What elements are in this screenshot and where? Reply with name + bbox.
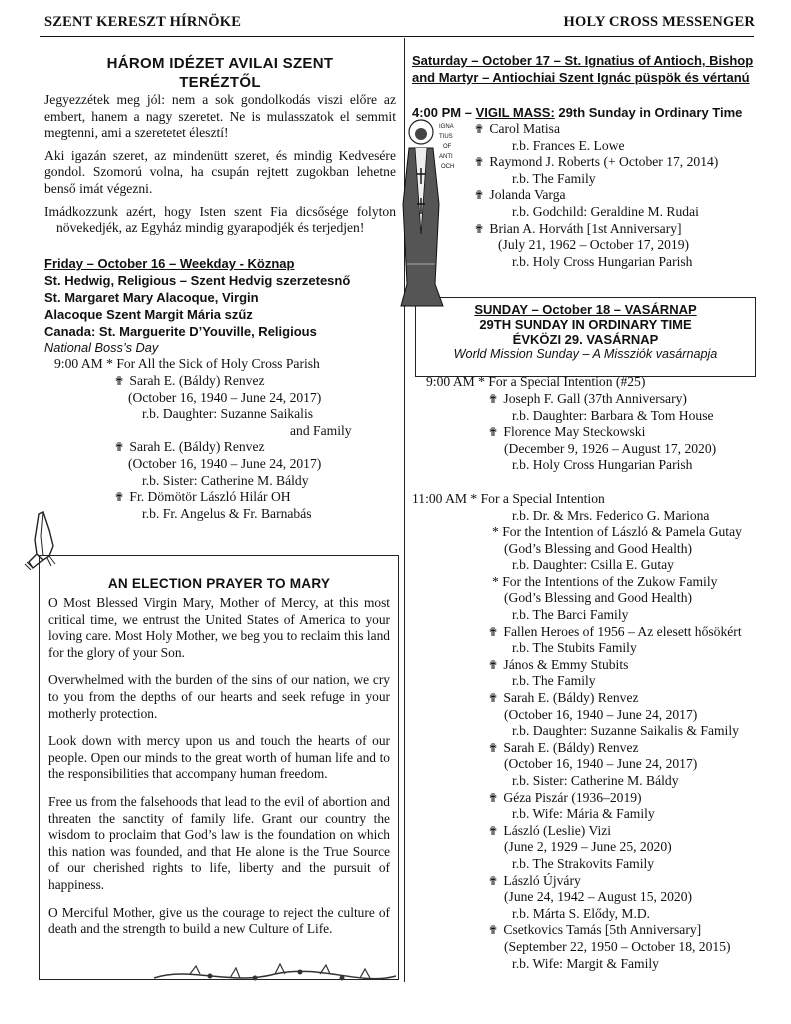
intention-dates: (December 9, 1926 – August 17, 2020) [504, 440, 717, 456]
intention-dates: (September 22, 1950 – October 18, 2015) [504, 938, 731, 954]
sunday-subtitle: 29TH SUNDAY IN ORDINARY TIME [479, 317, 692, 332]
saturday-heading: Saturday – October 17 – St. Ignatius of Antioch, Bishop [412, 53, 754, 68]
quote-paragraph: Aki igazán szeret, az mindenütt szeret, és mindig Kedvesére gondol. Szomorú volna, ha csupán rejtett zugokban lehetne benső imát végezni. [44, 147, 396, 196]
friday-heading: Friday – October 16 – Weekday - Köznap [44, 255, 295, 271]
requested-by: r.b. Márta S. Elődy, M.D. [512, 905, 651, 921]
intention-name: ✟ Brian A. Horváth [1st Anniversary] [474, 220, 682, 236]
cross-icon: ✟ [474, 155, 485, 170]
intention-dates: (October 16, 1940 – June 24, 2017) [504, 706, 698, 722]
intention-dates: (October 16, 1940 – June 24, 2017) [504, 756, 698, 772]
cross-icon: ✟ [488, 391, 499, 406]
intention-name: ✟ László (Leslie) Vizi [488, 822, 612, 838]
requested-by: r.b. Wife: Margit & Family [512, 955, 659, 971]
intention-name: ✟ Carol Matisa [474, 121, 561, 136]
intention-name: ✟ Joseph F. Gall (37th Anniversary) [488, 390, 687, 406]
cross-icon: ✟ [114, 440, 125, 455]
requested-by: r.b. Godchild: Geraldine M. Rudai [512, 203, 699, 219]
floral-flourish-icon [150, 962, 400, 988]
cross-icon: ✟ [488, 657, 499, 672]
intention-name: ✟ Jolanda Varga [474, 187, 566, 203]
intention-dates: (July 21, 1962 – October 17, 2019) [498, 237, 690, 253]
friday-saint: Canada: St. Marguerite D’Youville, Religious [44, 323, 317, 339]
sunday-subtitle-hu: ÉVKÖZI 29. VASÁRNAP [512, 332, 659, 347]
cross-icon: ✟ [488, 923, 499, 938]
intention-name: ✟ Sarah E. (Báldy) Renvez [488, 739, 639, 755]
saint-label-fragment: IGNA [439, 124, 454, 130]
saint-label-fragment: TIUS [439, 134, 453, 140]
requested-by: r.b. The Barci Family [512, 607, 629, 623]
requested-by: r.b. Sister: Catherine M. Báldy [512, 773, 679, 788]
prayer-paragraph: Look down with mercy upon us and touch the hearts of our people. Open our minds to the great worth of human life and to the responsibilities that accompany human freedom. [48, 733, 390, 782]
intention-name: ✟ Fr. Dömötör László Hilár OH [114, 489, 291, 505]
intention-name: ✟ Sarah E. (Báldy) Renvez [114, 372, 265, 388]
special-intention: * For the Intentions of the Zukow Family [492, 573, 718, 589]
requested-by: r.b. Dr. & Mrs. Federico G. Mariona [512, 507, 710, 523]
sunday-11am-line: 11:00 AM * For a Special Intention [412, 490, 605, 506]
prayer-paragraph: Free us from the falsehoods that lead to the evil of abortion and threaten the sanctity of family life. Grant our country the wisdom to proclaim that God’s law is the foundation on which this nation was founded, and that He alone is the True Source of our cherished rights to life, liberty and the pursuit of happiness. [48, 793, 390, 892]
prayer-paragraph: O Merciful Mother, give us the courage to reject the culture of death and the strength to build a new Culture of Life. [48, 904, 390, 937]
cross-icon: ✟ [474, 221, 485, 236]
requested-by: r.b. Daughter: Barbara & Tom House [512, 407, 714, 423]
special-intention-note: (God’s Blessing and Good Health) [504, 590, 693, 606]
intention-name: ✟ Sarah E. (Báldy) Renvez [114, 439, 265, 455]
intention-dates: (October 16, 1940 – June 24, 2017) [128, 389, 322, 405]
friday-saint: St. Hedwig, Religious – Szent Hedvig szerzetesnő [44, 272, 351, 288]
cross-icon: ✟ [488, 823, 499, 838]
cross-icon: ✟ [474, 188, 485, 203]
quote-paragraph: Jegyezzétek meg jól: nem a sok gondolkodás viszi előre az embert, hanem a nagy szeretet. Ne is mulasszatok el semmit megtenni, ami a szeretetet élesztí! [44, 92, 396, 141]
requested-by: r.b. The Family [512, 673, 596, 689]
requested-by: r.b. Holy Cross Hungarian Parish [512, 457, 693, 473]
cross-icon: ✟ [114, 490, 125, 505]
intention-name: ✟ Csetkovics Tamás [5th Anniversary] [488, 922, 702, 938]
sunday-note: World Mission Sunday – A Missziók vasárnapja [453, 347, 718, 361]
intention-name: ✟ János & Emmy Stubits [488, 656, 629, 672]
intention-name: ✟ Raymond J. Roberts (+ October 17, 2014) [474, 154, 719, 170]
friday-saint: Alacoque Szent Margit Mária szűz [44, 306, 253, 322]
left-column [44, 54, 396, 522]
requested-by: r.b. Frances E. Lowe [512, 137, 625, 153]
friday-saint: St. Margaret Mary Alacoque, Virgin [44, 289, 259, 305]
friday-mass-line: 9:00 AM * For All the Sick of Holy Cross Parish [54, 356, 320, 372]
cross-icon: ✟ [488, 624, 499, 639]
requested-by: r.b. The Family [512, 170, 596, 186]
intention-dates: (June 2, 1929 – June 25, 2020) [504, 839, 672, 855]
prayer-paragraph: O Most Blessed Virgin Mary, Mother of Mercy, at this most critical time, we entrust the United States of America to your loving care. Most Holy Mother, we beg you to reclaim this land for the glory of your Son. [48, 595, 390, 660]
requested-by: r.b. The Stubits Family [512, 640, 637, 656]
intention-name: ✟ Géza Piszár (1936–2019) [488, 789, 642, 805]
right-column [412, 52, 758, 972]
quotes-title: HÁROM IDÉZET AVILAI SZENT TERÉZTŐL [106, 55, 334, 91]
saint-label-fragment: OF [443, 144, 452, 150]
special-intention: * For the Intention of László & Pamela Gutay [492, 524, 742, 540]
cross-icon: ✟ [488, 425, 499, 440]
intention-name: ✟ Sarah E. (Báldy) Renvez [488, 690, 639, 706]
friday-note: National Boss’s Day [44, 339, 159, 355]
saint-label-fragment: OCH [441, 164, 455, 170]
header-rule [40, 36, 754, 37]
special-intention-note: (God’s Blessing and Good Health) [504, 540, 693, 556]
cross-icon: ✟ [488, 790, 499, 805]
cross-icon: ✟ [488, 873, 499, 888]
intention-name: ✟ László Újváry [488, 872, 581, 888]
cross-icon: ✟ [474, 122, 485, 136]
saturday-heading: and Martyr – Antiochiai Szent Ignác püspök és vértanú [412, 70, 750, 85]
sunday-9am-line: 9:00 AM * For a Special Intention (#25) [426, 374, 646, 390]
cross-icon: ✟ [114, 373, 125, 388]
sunday-heading-box [415, 297, 756, 377]
prayer-paragraph: Overwhelmed with the burden of the sins of our nation, we cry to you from the depths of our hearts and seek refuge in your motherly protection. [48, 672, 390, 721]
intention-name: ✟ Florence May Steckowski [488, 424, 646, 440]
requested-by: r.b. Daughter: Csilla E. Gutay [512, 557, 674, 573]
intention-name: ✟ Fallen Heroes of 1956 – Az elesett hősökért [488, 623, 742, 639]
header-left-title: SZENT KERESZT HÍRNÖKE [44, 14, 242, 30]
cross-icon: ✟ [488, 740, 499, 755]
election-prayer-box [39, 555, 399, 980]
requested-by: r.b. Daughter: Suzanne Saikalis [142, 406, 314, 422]
requested-by: r.b. Fr. Angelus & Fr. Barnabás [142, 505, 312, 521]
cross-icon: ✟ [488, 691, 499, 706]
prayer-title: AN ELECTION PRAYER TO MARY [107, 576, 331, 591]
requested-by: r.b. Daughter: Suzanne Saikalis & Family [512, 723, 739, 739]
intention-dates: (June 24, 1942 – August 15, 2020) [504, 889, 693, 905]
quote-paragraph: Imádkozzunk azért, hogy Isten szent Fia dicsősége folyton növekedjék, az Egyház mindig gyarapodjék és terjedjen! [44, 203, 396, 236]
saint-label-fragment: ANTI [439, 154, 453, 160]
sunday-heading: SUNDAY – October 18 – VASÁRNAP [474, 302, 697, 317]
requested-by: r.b. Wife: Mária & Family [512, 806, 655, 822]
header-right-title: HOLY CROSS MESSENGER [563, 14, 755, 30]
requested-by: r.b. Sister: Catherine M. Báldy [142, 472, 309, 488]
intention-dates: (October 16, 1940 – June 24, 2017) [128, 455, 322, 471]
requested-by: and Family [290, 422, 352, 438]
requested-by: r.b. Holy Cross Hungarian Parish [512, 253, 693, 269]
requested-by: r.b. The Strakovits Family [512, 855, 655, 871]
saint-ignatius-icon [395, 114, 455, 310]
vigil-mass-line: 4:00 PM – VIGIL MASS: 29th Sunday in Ordinary Time [412, 105, 743, 120]
